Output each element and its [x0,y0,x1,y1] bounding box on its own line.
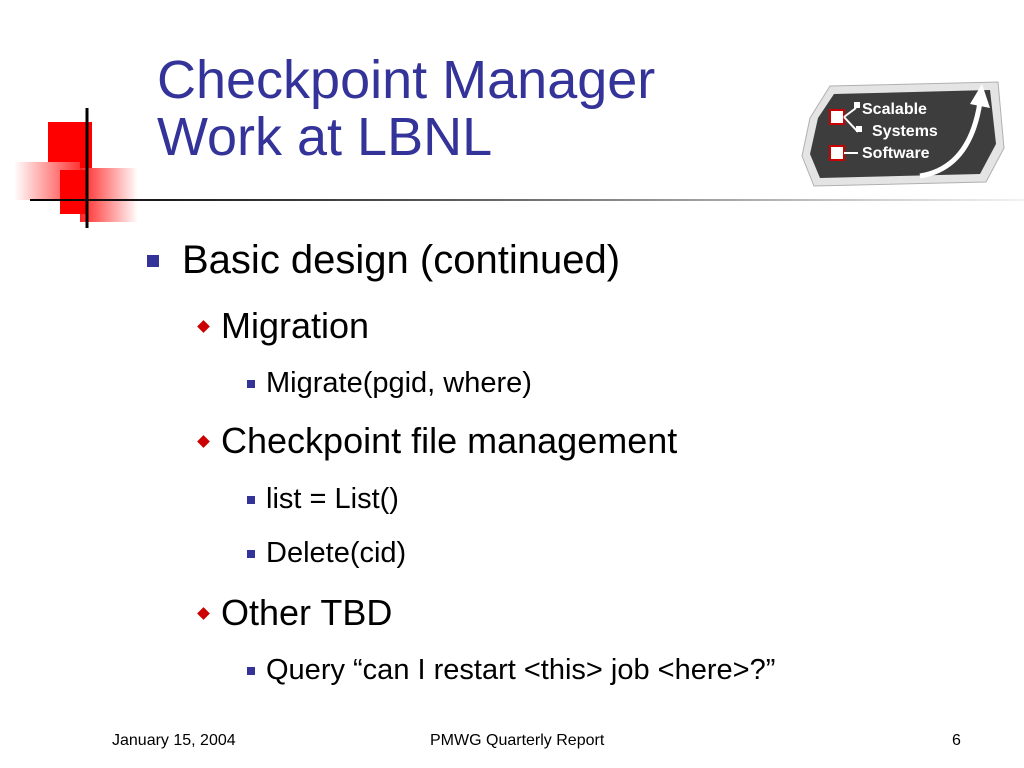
footer-date: January 15, 2004 [112,732,236,749]
bullet-text: Checkpoint file management [221,420,678,461]
logo-line-3: Software [862,145,930,162]
bullet-item [197,305,369,347]
bullet-item [247,654,775,687]
square-bullet-icon [147,255,159,267]
bullet-text: list = List() [266,483,399,515]
logo-line-2: Systems [872,123,938,140]
title-underline [30,199,1024,201]
bullet-item [197,592,392,634]
footer-title: PMWG Quarterly Report [430,732,605,749]
bullet-item [247,367,532,400]
square-bullet-icon [247,380,255,388]
bullet-text: Delete(cid) [266,537,407,569]
diamond-bullet-icon [197,320,210,333]
logo-line-1: Scalable [862,101,927,118]
square-bullet-icon [247,667,255,675]
footer-page-number: 6 [952,732,961,749]
title-line-2: Work at LBNL [157,107,493,167]
bullet-item [147,238,620,283]
bullet-text: Migration [221,305,370,346]
bullet-item [197,420,677,462]
title-line-1: Checkpoint Manager [157,50,656,110]
slide-title [157,52,655,166]
diamond-bullet-icon [197,435,210,448]
decorative-squares [0,100,160,240]
bullet-text: Other TBD [221,592,393,633]
square-bullet-icon [247,550,255,558]
scalable-systems-software-logo [800,78,1006,188]
bullet-item [247,483,399,516]
bullet-text: Migrate(pgid, where) [266,367,532,399]
square-bullet-icon [247,496,255,504]
diamond-bullet-icon [197,607,210,620]
bullet-text: Query “can I restart <this> job <here>?” [266,654,776,686]
bullet-text: Basic design (continued) [182,238,621,282]
bullet-item [247,537,406,570]
